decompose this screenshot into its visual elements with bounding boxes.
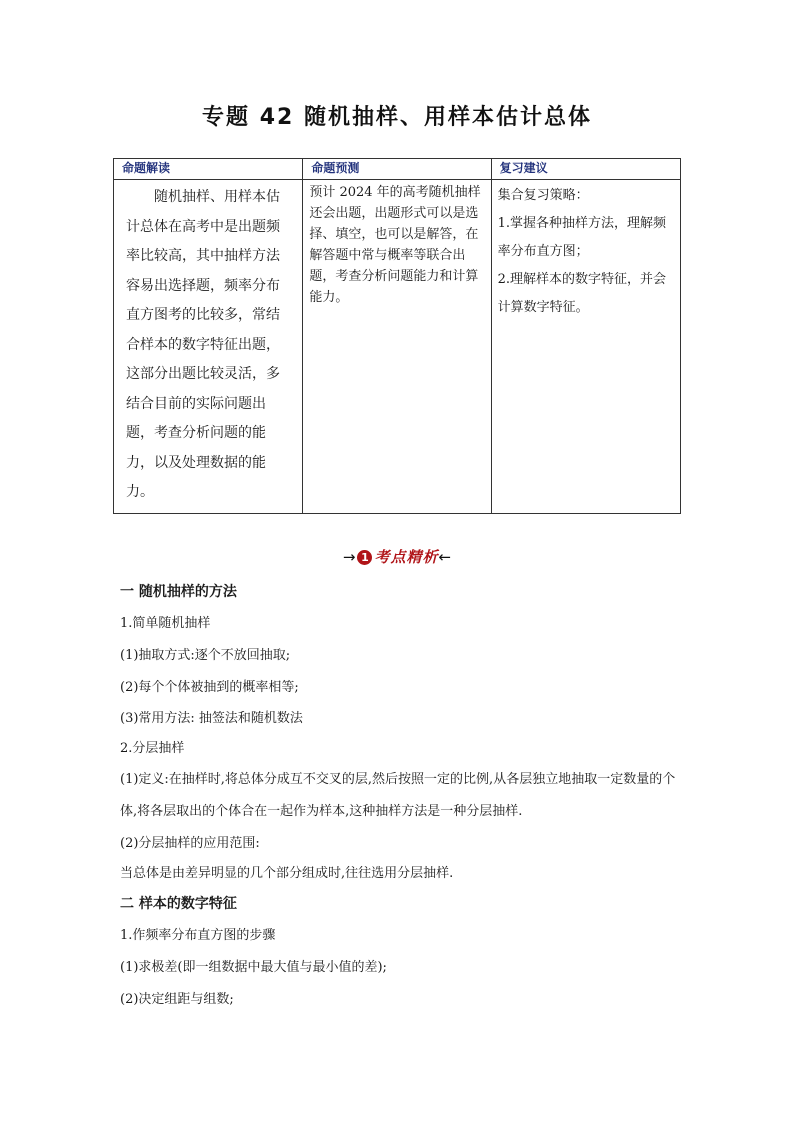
header-prediction: 命题预测	[303, 159, 491, 180]
prediction-cell: 预计 2024 年的高考随机抽样还会出题，出题形式可以是选择、填空，也可以是解答，在解答题中常与概率等联合出题，考查分析问题能力和计算能力。	[303, 180, 491, 514]
header-review-advice: 复习建议	[491, 159, 680, 180]
text-line: (2)每个个体被抽到的概率相等;	[120, 680, 299, 695]
summary-table	[113, 158, 681, 514]
left-arrow-icon: →	[342, 548, 356, 566]
subheading: 1.作频率分布直方图的步骤	[120, 928, 276, 943]
text-line: (1)求极差(即一组数据中最大值与最小值的差);	[120, 960, 387, 975]
review-advice-cell	[491, 180, 680, 514]
advice-line: 2.理解样本的数字特征，并会计算数字特征。	[497, 272, 667, 315]
subheading: 2.分层抽样	[120, 741, 185, 756]
text-line: (1)抽取方式:逐个不放回抽取;	[120, 648, 291, 663]
table-header-row	[114, 159, 681, 180]
page-title: 专题 42 随机抽样、用样本估计总体	[202, 105, 592, 130]
advice-line: 集合复习策略：	[497, 188, 589, 203]
number-badge: 1	[357, 550, 372, 565]
definition-paragraph: (1)定义:在抽样时,将总体分成互不交叉的层,然后按照一定的比例,从各层独立地抽取一定数量的个体,将各层取出的个体合在一起作为样本,这种抽样方法是一种分层抽样.	[120, 772, 676, 819]
table-content-row	[114, 180, 681, 514]
subheading: 1.简单随机抽样	[120, 616, 211, 631]
banner-text: 考点精析	[374, 548, 439, 566]
interpretation-cell: 随机抽样、用样本估计总体在高考中是出题频率比较高，其中抽样方法容易出选择题，频率分布直方图考的比较多，常结合样本的数字特征出题，这部分出题比较灵活，多结合目前的实际问题出题，考查分析问题的能力，以及处理数据的能力。	[114, 180, 303, 514]
advice-line: 1.掌握各种抽样方法，理解频率分布直方图；	[497, 216, 667, 259]
section-banner	[0, 546, 794, 567]
text-line: (2)分层抽样的应用范围:	[120, 836, 260, 851]
right-arrow-icon: ←	[438, 548, 452, 566]
header-interpretation: 命题解读	[114, 159, 303, 180]
section-heading: 二 样本的数字特征	[120, 896, 237, 912]
text-line: (3)常用方法: 抽签法和随机数法	[120, 711, 303, 726]
text-line: (2)决定组距与组数;	[120, 992, 234, 1007]
section-heading: 一 随机抽样的方法	[120, 584, 237, 600]
text-line: 当总体是由差异明显的几个部分组成时,往往选用分层抽样.	[120, 866, 454, 881]
